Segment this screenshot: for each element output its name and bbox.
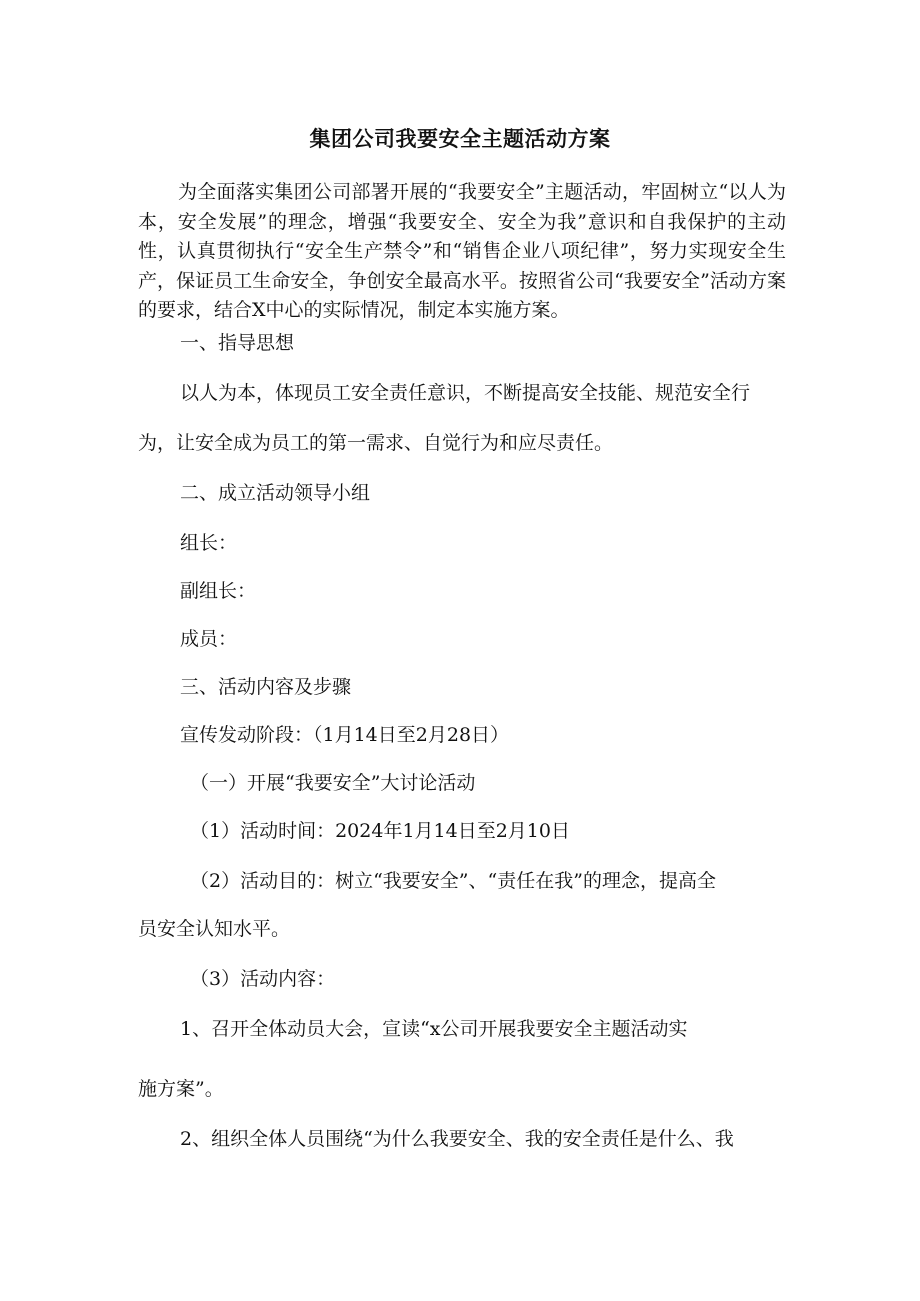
leader-label: 组长： xyxy=(180,532,238,554)
intro-paragraph: 为全面落实集团公司部署开展的“我要安全”主题活动，牢固树立“以人为本，安全发展”的理念，增强“我要安全、安全为我”意识和自我保护的主动性，认真贯彻执行“安全生产禁令”和“销售企业八项纪律”，努力实现安全生产，保证员工生命安全，争创安全最高水平。按照省公司“我要安全”活动方案的要求，结合X中心的实际情况，制定本实施方案。 xyxy=(138,181,786,321)
section2-heading: 二、成立活动领导小组 xyxy=(180,482,371,504)
item3-line: （3）活动内容： xyxy=(190,968,336,990)
item2-line2: 员安全认知水平。 xyxy=(138,918,291,940)
section1-text-line1: 以人为本，体现员工安全责任意识，不断提高安全技能、规范安全行 xyxy=(180,382,751,404)
item1-line: （1）活动时间：2024年1月14日至2月10日 xyxy=(190,820,570,842)
content1-line1: 1、召开全体动员大会，宣读“x公司开展我要安全主题活动实 xyxy=(180,1018,688,1040)
deputy-leader-label: 副组长： xyxy=(180,580,257,602)
document-title: 集团公司我要安全主题活动方案 xyxy=(309,127,611,151)
content2-line1: 2、组织全体人员围绕“为什么我要安全、我的安全责任是什么、我 xyxy=(180,1128,734,1150)
content1-line2: 施方案”。 xyxy=(138,1078,224,1100)
stage-line: 宣传发动阶段：（1月14日至2月28日） xyxy=(180,724,510,746)
section1-text-line2: 为，让安全成为员工的第一需求、自觉行为和应尽责任。 xyxy=(138,432,614,454)
section1-heading: 一、指导思想 xyxy=(180,332,295,354)
members-label: 成员： xyxy=(180,628,238,650)
sub1-heading: （一）开展“我要安全”大讨论活动 xyxy=(190,772,476,794)
item2-line1: （2）活动目的：树立“我要安全”、“责任在我”的理念，提高全 xyxy=(190,870,716,892)
section3-heading: 三、活动内容及步骤 xyxy=(180,676,352,698)
